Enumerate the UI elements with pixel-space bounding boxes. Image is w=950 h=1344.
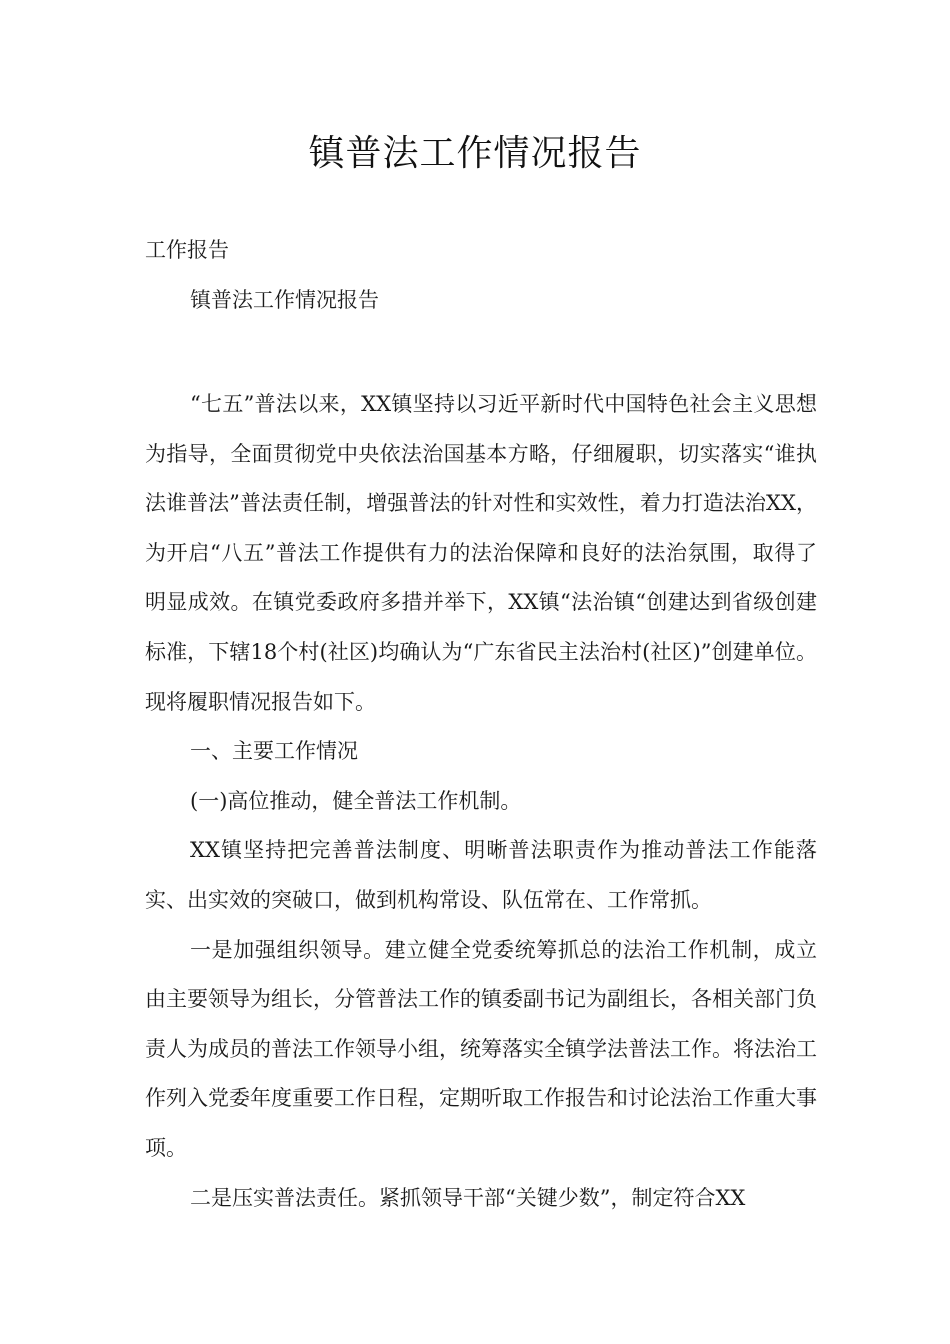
subsection-heading-mechanism: (一)高位推动，健全普法工作机制。: [190, 788, 522, 813]
document-title: 镇普法工作情况报告: [308, 133, 642, 174]
document-body: [145, 380, 817, 1223]
paragraph-intro: “七五”普法以来，XX镇坚持以习近平新时代中国特色社会主义思想为指导，全面贯彻党中央依法治国基本方略，仔细履职，切实落实“谁执法谁普法”普法责任制，增强普法的针对性和实效性，着力打造法治XX，为开启“八五”普法工作提供有力的法治保障和良好的法治氛围，取得了明显成效。在镇党委政府多措并举下，XX镇“法治镇“创建达到省级创建标准，下辖18个村(社区)均确认为“广东省民主法治村(社区)”创建单位。现将履职情况报告如下。: [145, 392, 817, 714]
paragraph-leadership: 一是加强组织领导。建立健全党委统筹抓总的法治工作机制，成立由主要领导为组长，分管普法工作的镇委副书记为副组长，各相关部门负责人为成员的普法工作领导小组，统筹落实全镇学法普法工作。将法治工作列入党委年度重要工作日程，定期听取工作报告和讨论法治工作重大事项。: [145, 937, 817, 1160]
paragraph-mechanism: XX镇坚持把完善普法制度、明晰普法职责作为推动普法工作能落实、出实效的突破口，做到机构常设、队伍常在、工作常抓。: [145, 838, 817, 912]
section-heading-main-work: 一、主要工作情况: [190, 739, 358, 764]
document-category: 工作报告: [145, 238, 229, 262]
paragraph-responsibility: 二是压实普法责任。紧抓领导干部“关键少数”，制定符合XX: [190, 1185, 746, 1210]
document-subtitle: 镇普法工作情况报告: [190, 288, 379, 312]
